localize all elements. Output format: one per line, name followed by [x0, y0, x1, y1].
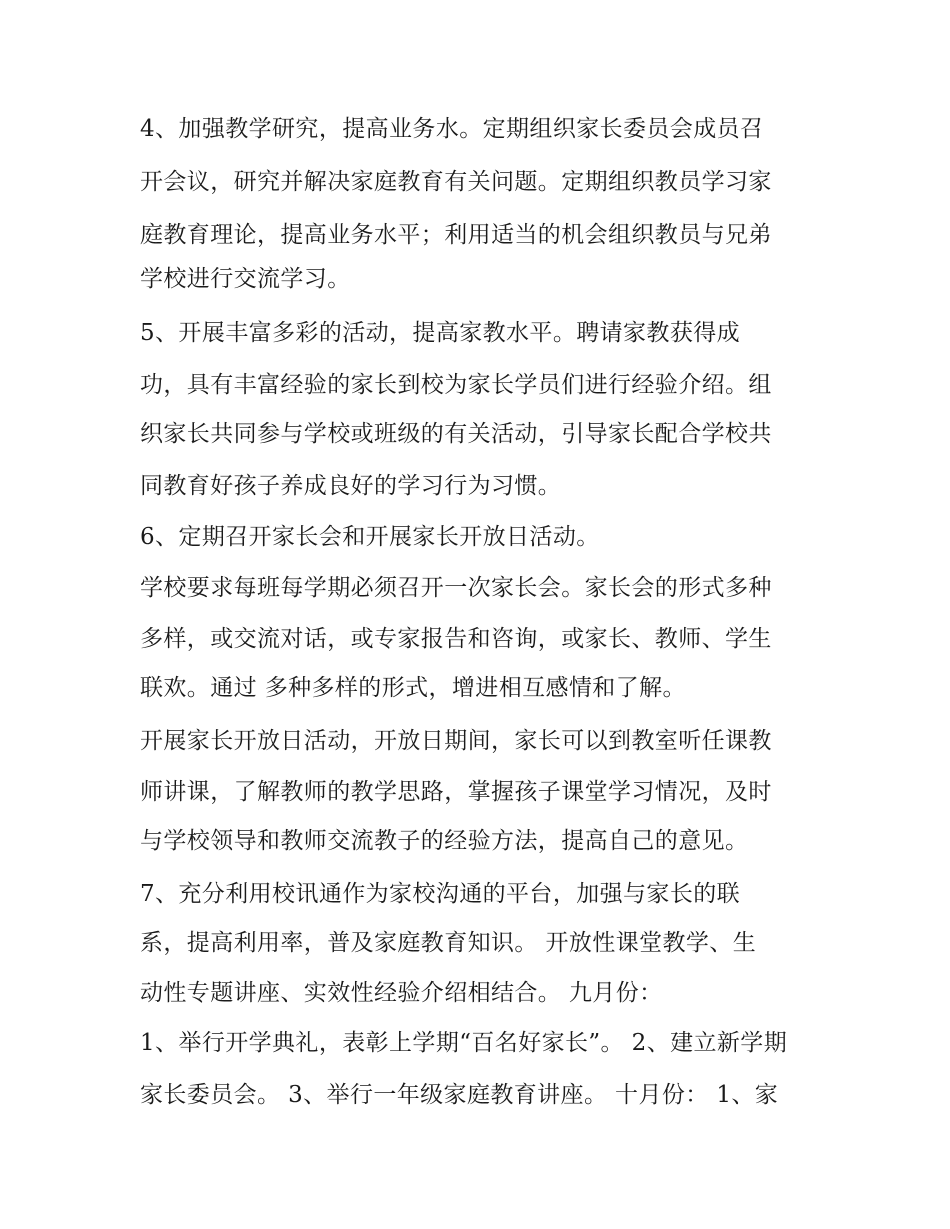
- text-line: 1、举行开学典礼，表彰上学期“百名好家长”。 2、建立新学期: [140, 1030, 788, 1056]
- text-line: 多样，或交流对话，或专家报告和咨询，或家长、教师、学生: [140, 626, 772, 652]
- text-line: 功，具有丰富经验的家长到校为家长学员们进行经验介绍。组: [140, 372, 772, 398]
- text-line: 学校要求每班每学期必须召开一次家长会。家长会的形式多种: [140, 575, 772, 601]
- text-line: 家长委员会。 3、举行一年级家庭教育讲座。 十月份： 1、家: [140, 1082, 779, 1108]
- text-line: 开会议，研究并解决家庭教育有关问题。定期组织教员学习家: [140, 169, 772, 195]
- text-line: 5、开展丰富多彩的活动，提高家教水平。聘请家教获得成: [140, 320, 741, 346]
- text-line: 学校进行交流学习。: [140, 266, 351, 292]
- text-line: 与学校领导和教师交流教子的经验方法，提高自己的意见。: [140, 828, 749, 854]
- text-line: 4、加强教学研究，提高业务水。定期组织家长委员会成员召: [140, 116, 764, 142]
- text-line: 动性专题讲座、实效性经验介绍相结合。 九月份：: [140, 980, 663, 1006]
- text-line: 系，提高利用率，普及家庭教育知识。 开放性课堂教学、生: [140, 930, 757, 956]
- text-line: 同教育好孩子养成良好的学习行为习惯。: [140, 473, 562, 499]
- text-line: 6、定期召开家长会和开展家长开放日活动。: [140, 524, 600, 550]
- text-line: 开展家长开放日活动，开放日期间，家长可以到教室听任课教: [140, 728, 772, 754]
- text-line: 师讲课，了解教师的教学思路，掌握孩子课堂学习情况，及时: [140, 779, 772, 805]
- text-line: 联欢。通过 多种多样的形式，增进相互感情和了解。: [140, 675, 686, 701]
- text-line: 庭教育理论，提高业务水平；利用适当的机会组织教员与兄弟: [140, 222, 772, 248]
- text-line: 织家长共同参与学校或班级的有关活动，引导家长配合学校共: [140, 421, 772, 447]
- text-line: 7、充分利用校讯通作为家校沟通的平台，加强与家长的联: [140, 881, 741, 907]
